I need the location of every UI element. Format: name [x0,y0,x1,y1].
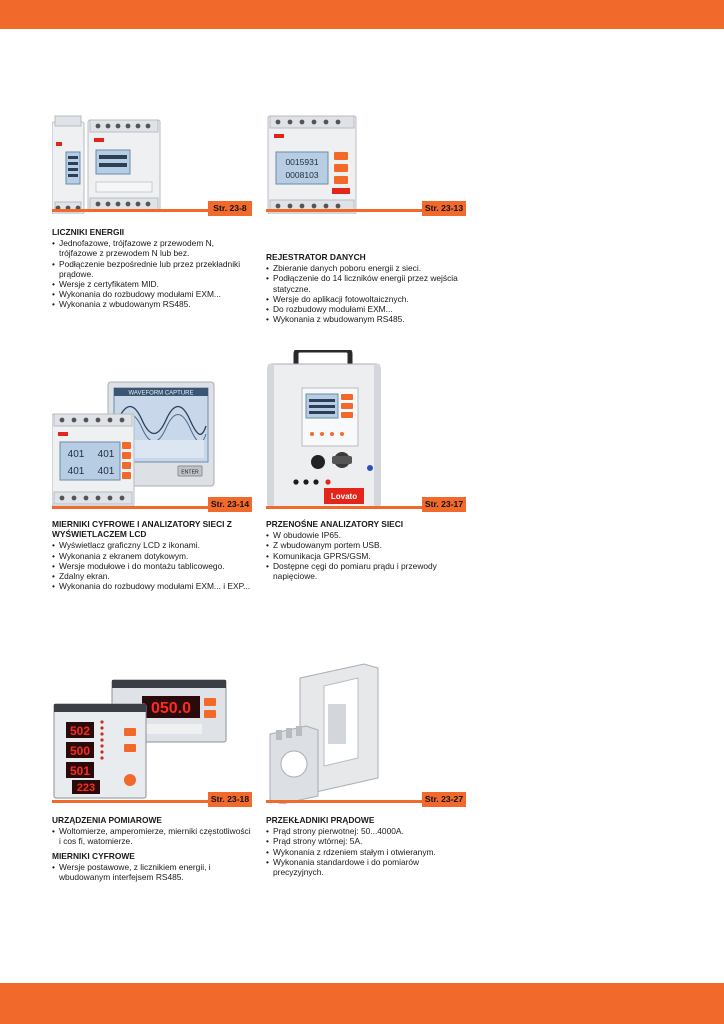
page-ref-label: Str. 23-14 [208,497,252,512]
data-logger-image [266,112,466,214]
feature-item: • Do rozbudowy modułami EXM... [266,304,466,314]
page-ref-label: Str. 23-13 [422,201,466,216]
led-readout: 500 [69,744,91,758]
feature-item: • Komunikacja GPRS/GSM. [266,551,466,561]
page-ref-bar [266,506,438,509]
section-title: PRZENOŚNE ANALIZATORY SIECI [266,519,404,529]
feature-item: • Wykonania z wbudowanym RS485. [52,299,252,309]
feature-list [52,862,252,882]
led-readout: 050.0 [150,700,192,717]
page-ref-bar [52,209,224,212]
section-body [52,227,252,310]
feature-item: • Wykonania z rdzeniem stałym i otwieranym. [266,847,466,857]
feature-item: • Wyświetlacz graficzny LCD z ikonami. [52,540,252,550]
feature-item: • Wykonania z ekranem dotykowym. [52,551,252,561]
feature-item: • Zdalny ekran. [52,571,252,581]
section-title: MIERNIKI CYFROWE I ANALIZATORY SIECI Z WYŚWIETLACZEM LCD [52,519,232,540]
feature-list [266,263,466,324]
feature-item: • Wykonania do rozbudowy modułami EXM... [52,289,252,299]
feature-item: • W obudowie IP65. [266,530,466,540]
feature-item: • Zbieranie danych poboru energii z sieci. [266,263,466,273]
feature-item: • Podłączenie bezpośrednie lub przez przekładniki prądowe. [52,259,252,279]
page-ref-label: Str. 23-8 [208,201,252,216]
feature-item: • Dostępne cęgi do pomiaru prądu i przewody napięciowe. [266,561,466,581]
energy-meters-image [52,112,252,214]
section-title: URZĄDZENIA POMIAROWE [52,815,162,825]
page-ref-label: Str. 23-17 [422,497,466,512]
section-subtitle: MIERNIKI CYFROWE [52,850,135,861]
display-line: 0015931 [285,157,319,167]
feature-item: • Wykonania do rozbudowy modułami EXM... i EXP... [52,581,252,591]
feature-item: • Wykonania z wbudowanym RS485. [266,314,466,324]
display-value: 401 [97,449,115,460]
measuring-devices-image [52,676,252,802]
feature-list [52,540,252,591]
page-ref-bar [52,800,224,803]
brand-logo-text: Lovato [330,492,358,501]
section-measuring-devices [52,676,252,906]
feature-list [266,530,466,581]
section-current-transformers [266,658,466,898]
feature-list [52,826,252,846]
page-ref-bar [266,209,438,212]
feature-item: • Wersje z certyfikatem MID. [52,279,252,289]
feature-list [52,238,252,309]
led-readout: 501 [69,764,91,778]
current-transformers-image [266,658,466,804]
page-ref-bar [52,506,224,509]
feature-item: • Prąd strony pierwotnej: 50...4000A. [266,826,466,836]
section-body [266,815,466,877]
display-line: 0008103 [285,170,319,180]
section-body [266,519,466,581]
page-ref-label: Str. 23-18 [208,792,252,807]
section-data-logger [266,112,466,325]
portable-analyzer-image [266,350,466,510]
display-value: 401 [67,466,85,477]
lcd-meters-image [52,380,252,508]
feature-list [266,826,466,877]
section-title: PRZEKŁADNIKI PRĄDOWE [266,815,375,825]
feature-item: • Wersje postawowe, z licznikiem energii, i wbudowanym interfejsem RS485. [52,862,252,882]
feature-item: • Wersje do aplikacji fotowoltaicznych. [266,294,466,304]
page-ref-label: Str. 23-27 [422,792,466,807]
header-band [0,0,724,29]
section-title: REJESTRATOR DANYCH [266,252,366,262]
display-value: 401 [67,449,85,460]
page-ref-bar [266,800,438,803]
feature-item: • Z wbudowanym portem USB. [266,540,466,550]
feature-item: • Woltomierze, amperomierze, mierniki częstotliwości i cos fi, watomierze. [52,826,252,846]
section-portable-analyzers [266,350,466,590]
section-lcd-meters [52,380,252,620]
feature-item: • Podłączenie do 14 liczników energii przez wejścia statyczne. [266,273,466,293]
enter-button-label: ENTER [181,469,199,476]
feature-item: • Wersje modułowe i do montażu tablicowego. [52,561,252,571]
screen-header: WAVEFORM CAPTURE [128,390,194,397]
feature-item: • Wykonania standardowe i do pomiarów precyzyjnych. [266,857,466,877]
feature-item: • Prąd strony wtórnej: 5A. [266,836,466,846]
footer-band [0,983,724,1024]
section-title: LICZNIKI ENERGII [52,227,125,237]
feature-item: • Jednofazowe, trójfazowe z przewodem N, trójfazowe z przewodem N lub bez. [52,238,252,258]
led-readout: 223 [76,782,96,794]
display-value: 401 [97,466,115,477]
section-body [52,815,252,882]
section-body [266,252,466,324]
section-energy-meters [52,112,252,322]
led-readout: 502 [69,724,91,738]
section-body [52,519,252,591]
